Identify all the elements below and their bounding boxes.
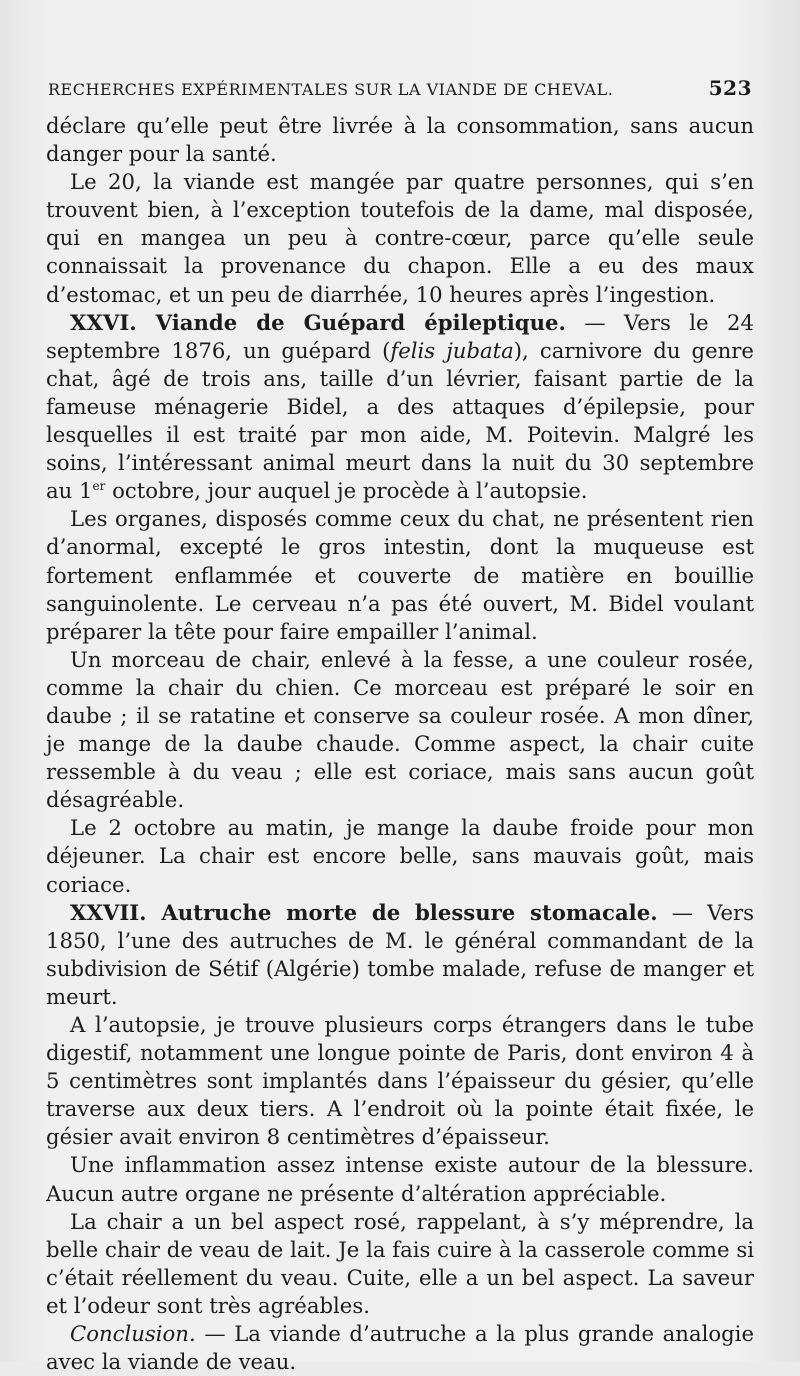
latin-name: felis jubata: [390, 337, 514, 363]
paragraph-11: [46, 1320, 754, 1376]
paragraph-3-text-c: octobre, jour auquel je procède à l’autopsie.: [105, 478, 588, 504]
superscript-er: er: [92, 479, 106, 494]
paragraph-10: La chair a un bel aspect rosé, rappelant, à s’y méprendre, la belle chair de veau de lait. Je la fais cuire à la casserole comme si c’était réellement du veau. Cuite, elle a un bel aspect. La saveur et l’odeur sont très agréables.: [46, 1208, 754, 1318]
paragraph-7-text: — Vers 1850, l’une des autruches de M. le général commandant de la subdivision de Sétif (Algérie) tombe malade, refuse de manger et meurt.: [46, 899, 754, 1009]
paragraph-3-text-a: — Vers le 24 septembre 1876, un guépard (: [46, 309, 754, 363]
section-heading-xxvii: XXVII. Autruche morte de blessure stomacale.: [70, 899, 658, 925]
page-number: 523: [708, 76, 752, 100]
conclusion-label: Conclusion.: [70, 1321, 196, 1347]
paragraph-3: [46, 309, 754, 506]
paragraph-7: [46, 899, 754, 1011]
running-header: [48, 76, 752, 100]
paragraph-8: A l’autopsie, je trouve plusieurs corps étrangers dans le tube digestif, notamment une longue pointe de Paris, dont environ 4 à 5 centimètres sont implantés dans l’épaisseur du gésier, qu’elle traverse aux deux tiers. A l’endroit où la pointe était fixée, le gésier avait environ 8 centimètres d’épaisseur.: [46, 1012, 754, 1150]
paragraph-4: Les organes, disposés comme ceux du chat, ne présentent rien d’anormal, excepté le gros intestin, dont la muqueuse est fortement enflammée et couverte de matière en bouillie sanguinolente. Le cerveau n’a pas été ouvert, M. Bidel voulant préparer la tête pour faire empailler l’animal.: [46, 506, 754, 644]
paragraph-2: Le 20, la viande est mangée par quatre personnes, qui s’en trouvent bien, à l’exception toutefois de la dame, mal disposée, qui en mangea un peu à contre-cœur, parce qu’elle seule connaissait la provenance du chapon. Elle a eu des maux d’estomac, et un peu de diarrhée, 10 heures après l’ingestion.: [46, 169, 754, 307]
page-body: [46, 112, 754, 1376]
conclusion-text: — La viande d’autruche a la plus grande analogie avec la viande de veau.: [46, 1321, 754, 1375]
running-title: RECHERCHES EXPÉRIMENTALES SUR LA VIANDE DE CHEVAL.: [48, 80, 614, 99]
paragraph-6: Le 2 octobre au matin, je mange la daube froide pour mon déjeuner. La chair est encore belle, sans mauvais goût, mais coriace.: [46, 815, 754, 897]
paragraph-1: déclare qu’elle peut être livrée à la consommation, sans aucun danger pour la santé.: [46, 113, 754, 167]
section-heading-xxvi: XXVI. Viande de Guépard épileptique.: [70, 309, 566, 335]
paragraph-5: Un morceau de chair, enlevé à la fesse, a une couleur rosée, comme la chair du chien. Ce morceau est préparé le soir en daube ; il se ratatine et conserve sa couleur rosée. A mon dîner, je mange de la daube chaude. Comme aspect, la chair cuite ressemble à du veau ; elle est coriace, mais sans aucun goût désagréable.: [46, 646, 754, 813]
paragraph-3-text-b: ), carnivore du genre chat, âgé de trois ans, taille d’un lévrier, faisant partie de la fameuse ménagerie Bidel, a des attaques d’épilepsie, pour lesquelles il est traité par mon aide, M. Poitevin. Malgré les soins, l’intéressant animal meurt dans la nuit du 30 septembre au 1: [46, 337, 754, 504]
paragraph-9: Une inflammation assez intense existe autour de la blessure. Aucun autre organe ne présente d’altération appréciable.: [46, 1152, 754, 1206]
